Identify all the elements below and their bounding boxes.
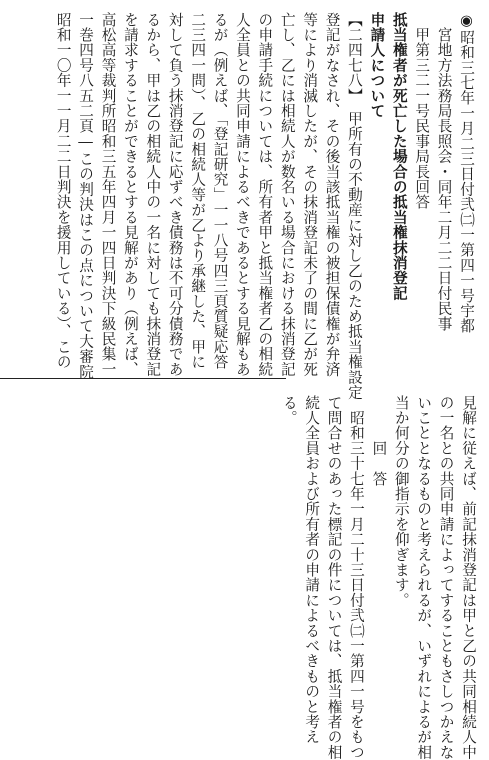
text-line: 昭和三十七年一月二十三日付弐㈡一第四一号をもつ — [347, 395, 365, 760]
text-line: る。 — [280, 395, 298, 426]
lower-text-block — [277, 395, 479, 760]
text-line: 甲第三二一号民事局長回答 — [413, 12, 431, 210]
upper-text-block — [51, 12, 477, 400]
text-line: 対して負う抹消登記に応ずべき債務は不可分債務であ — [166, 12, 184, 377]
text-line: 当か何分の御指示を仰ぎます。 — [392, 395, 410, 608]
text-line: 等により消滅したが、その抹消登記未了の間に乙が死 — [301, 12, 319, 377]
text-line: ◉昭和三七年一月二三日付弐㈡一第四一号宇都 — [458, 12, 475, 334]
text-line: の申請手続については、所有者甲と抵当権者乙の相続 — [256, 12, 274, 377]
text-line: 申請人について — [368, 12, 386, 119]
text-line: 二三四一問）、乙の相続人等が乙より承継した、甲に — [189, 12, 207, 370]
text-line: 抵当権者が死亡した場合の抵当権抹消登記 — [390, 12, 408, 301]
text-line: るが（例えば、「登記研究」一一八号四三頁質疑応答 — [211, 12, 229, 370]
text-line: 高松高等裁判所昭和三五年四月一四日判決下級民集一 — [99, 12, 117, 377]
text-line: 昭和一〇年一一月二二日判決を援用している）、この — [54, 12, 72, 370]
text-line: いこととなるものと考えられるが、いずれによるが相 — [415, 395, 433, 760]
text-line: 人全員との共同申請によるべきであるとする見解もあ — [233, 12, 251, 377]
text-line: の一名との共同申請によってすることもさしつかえな — [437, 395, 455, 760]
text-line: 【二四七八】 甲所有の不動産に対し乙のため抵当権設定 — [345, 12, 363, 400]
text-line: 亡し、乙には相続人が数名いる場合における抹消登記 — [278, 12, 296, 377]
text-line: るから、甲は乙の相続人中の一名に対しても抹消登記 — [144, 12, 162, 377]
text-line: 一巻四号八五二頁―この判決はこの点について大審院 — [77, 12, 95, 380]
section-divider — [0, 378, 286, 379]
text-line: て問合せのあった標記の件については、抵当権者の相 — [325, 395, 343, 760]
text-line: 登記がなされ、その後当該抵当権の被担保債権が弁済 — [323, 12, 341, 377]
text-line: 見解に従えば、前記抹消登記は甲と乙の共同相続人中 — [460, 395, 477, 760]
text-line: 続人全員および所有者の申請によるべきものと考え — [303, 395, 321, 745]
text-line: 回 答 — [370, 395, 388, 487]
text-line: 宮地方法務局長照会・同年二月二二日付民事 — [435, 12, 453, 332]
text-line: を請求することができるとする見解があり（例えば、 — [121, 12, 139, 377]
